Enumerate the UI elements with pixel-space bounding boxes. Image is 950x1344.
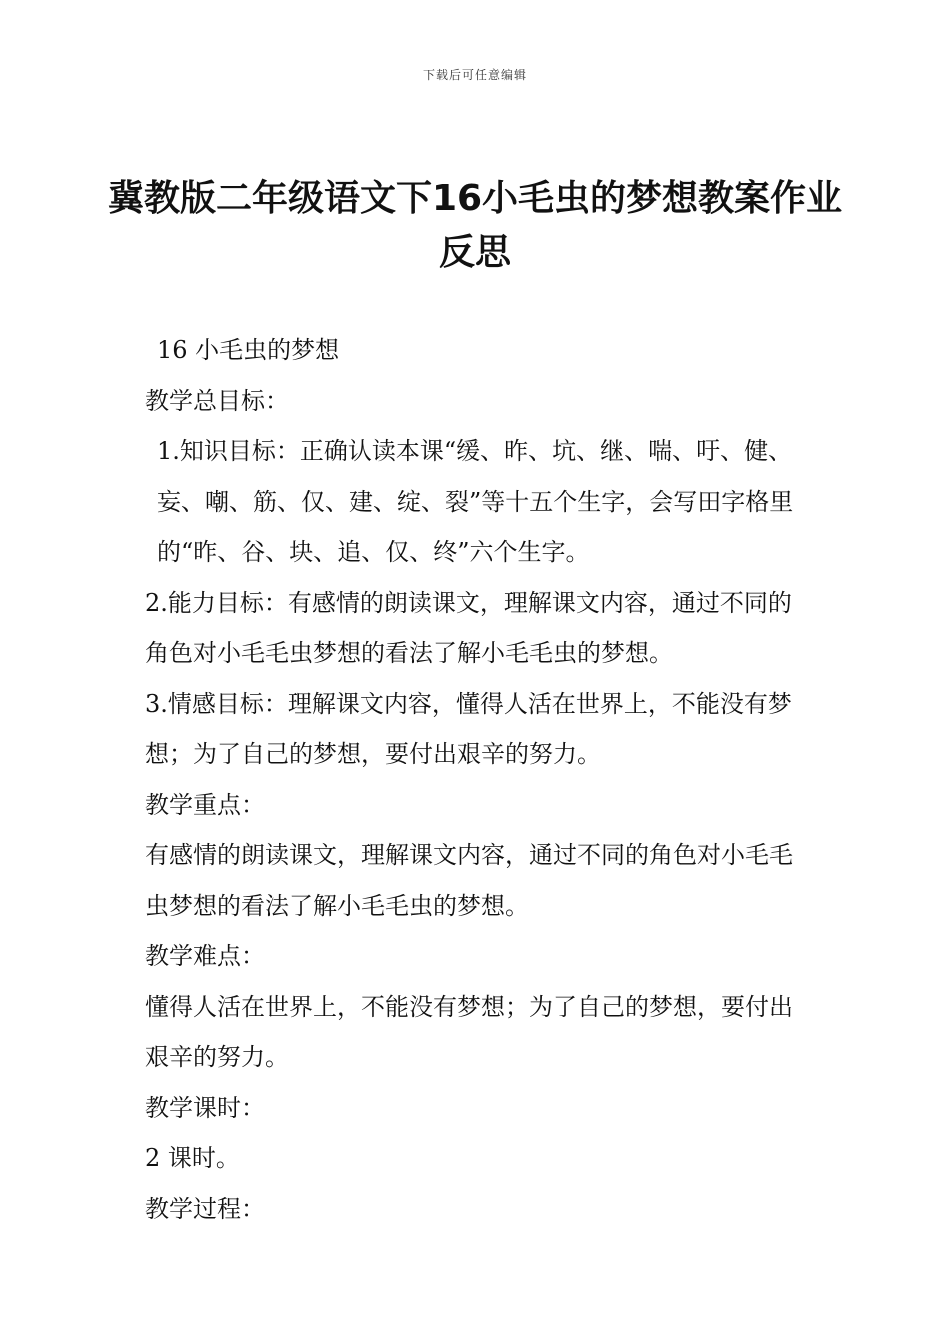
difficulties-text: 懂得人活在世界上，不能没有梦想；为了自己的梦想，要付出艰辛的努力。 [145,992,793,1071]
header-note: 下载后可任意编辑 [422,68,527,82]
lesson-heading: 16 小毛虫的梦想 [157,336,340,364]
document-title: 冀教版二年级语文下16小毛虫的梦想教案作业反思 [107,178,843,273]
section-heading-process: 教学过程： [145,1194,265,1223]
goal-knowledge: 1.知识目标：正确认读本课“缓、昨、坑、继、喘、吁、健、妄、嘲、筋、仅、建、绽、裂”等十五个生字，会写田字格里的“昨、谷、块、追、仅、终”六个生字。 [157,437,794,566]
section-heading-key-points: 教学重点： [145,790,265,819]
hours-text: 2 课时。 [145,1144,240,1172]
document-body [145,325,810,1234]
goal-emotion: 3.情感目标：理解课文内容，懂得人活在世界上，不能没有梦想；为了自己的梦想，要付出艰辛的努力。 [145,689,792,768]
goal-ability: 2.能力目标：有感情的朗读课文，理解课文内容，通过不同的角色对小毛毛虫梦想的看法了解小毛毛虫的梦想。 [145,588,792,667]
key-points-text: 有感情的朗读课文，理解课文内容，通过不同的角色对小毛毛虫梦想的看法了解小毛毛虫的梦想。 [145,841,793,920]
section-heading-difficulties: 教学难点： [145,942,265,970]
section-heading-goals: 教学总目标： [145,386,289,415]
section-heading-hours: 教学课时： [145,1093,265,1122]
